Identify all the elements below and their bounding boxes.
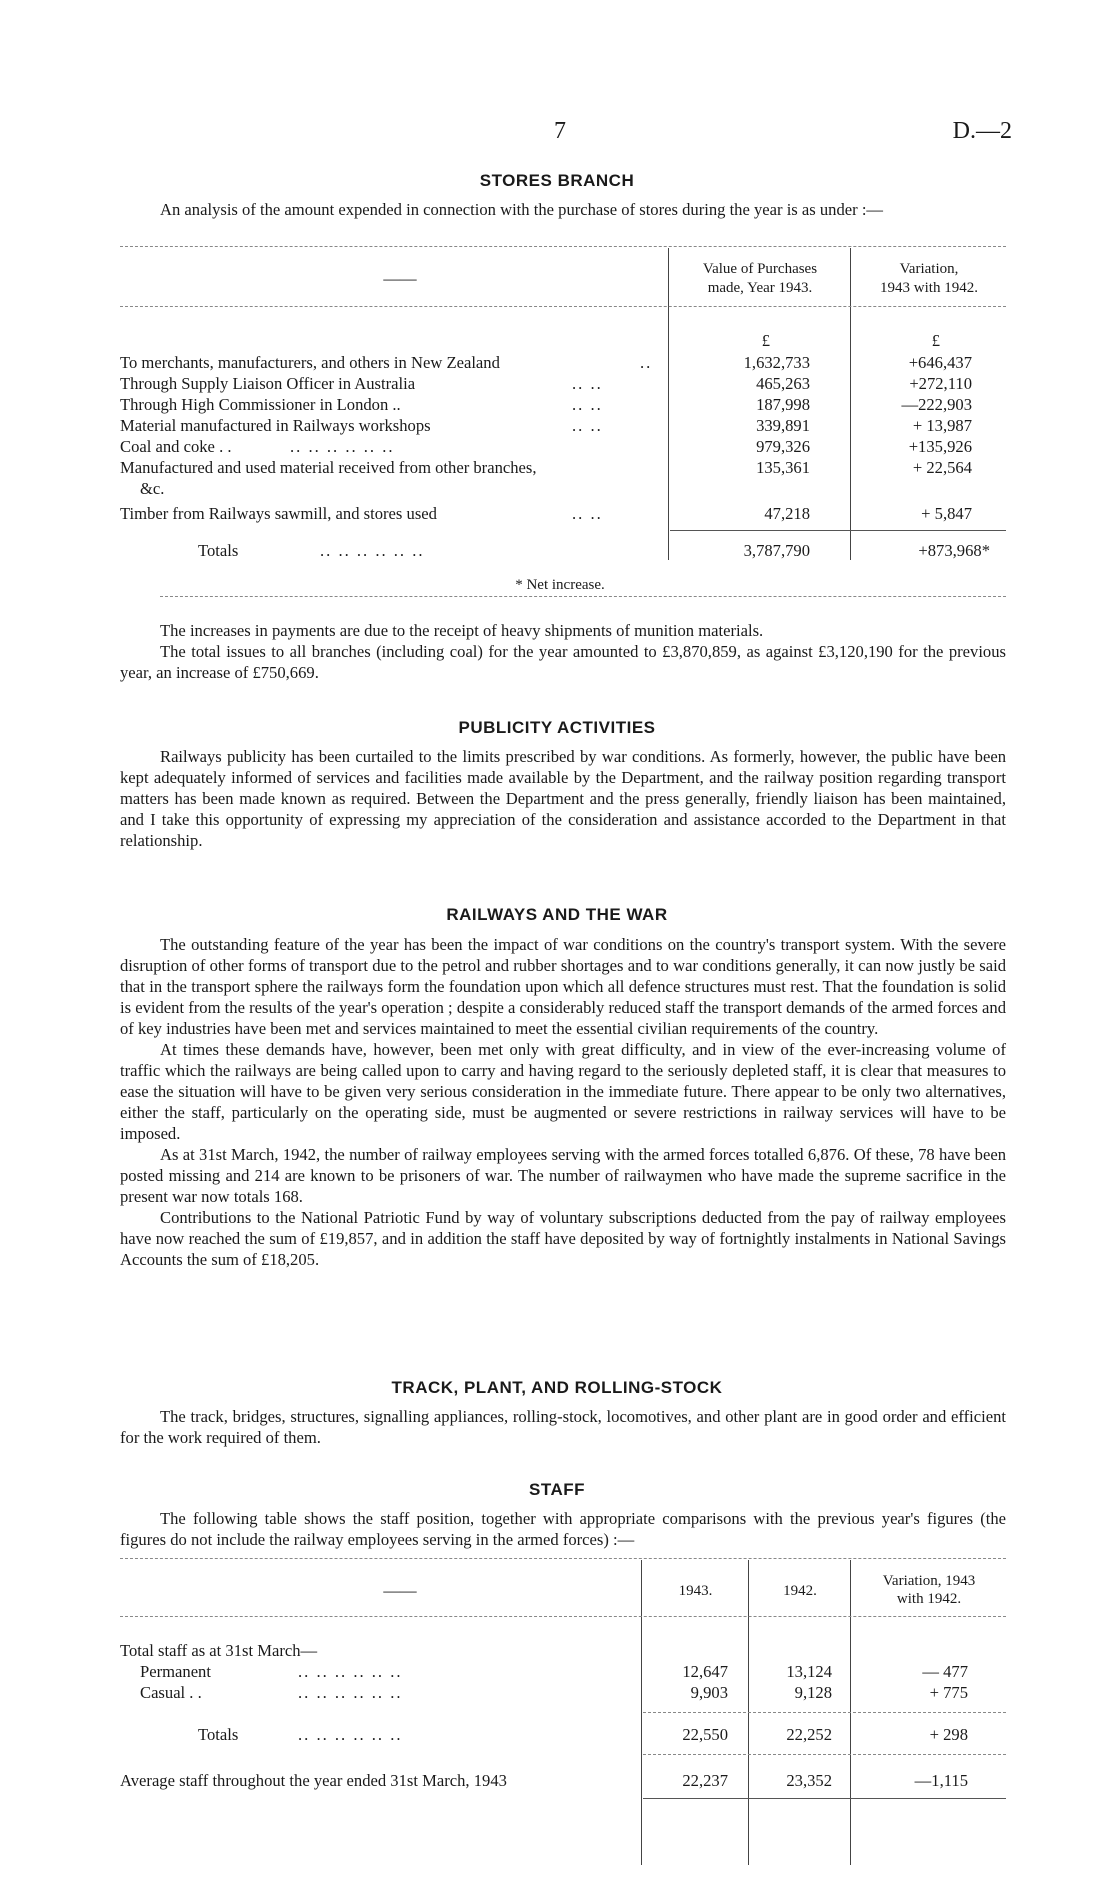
publicity-paragraph: [120, 746, 1006, 851]
variation-cell: + 13,987: [912, 416, 972, 435]
average-variation: —1,115: [914, 1771, 968, 1790]
row-label-continued: &c.: [140, 479, 165, 498]
value-1942: 13,124: [786, 1662, 832, 1681]
table-col-divider: [668, 248, 669, 560]
value-1942: 9,128: [794, 1683, 832, 1702]
variation-cell: —222,903: [901, 395, 972, 414]
column-header-value-1: Value of Purchases: [702, 261, 818, 277]
variation-cell: +272,110: [909, 374, 972, 393]
publicity-heading: PUBLICITY ACTIVITIES: [458, 718, 656, 737]
totals-rule: [670, 530, 1006, 531]
paragraph-text: At times these demands have, however, been met only with great difficulty, and in view of the ever-increasing volume of traffic which the railways are being called upon to carry and having regard to the seriously depleted staff, it is clear that measures to ease the situation will have to be given very serious consideration in the immediate future. There appear to be only two alternatives, either the staff, particularly on the operating side, must be augmented or severe restrictions in railway services will have to be imposed.: [120, 1040, 1006, 1143]
totals-variation: +873,968*: [918, 541, 990, 560]
stores-heading: STORES BRANCH: [479, 171, 635, 190]
paragraph-text: Railways publicity has been curtailed to the limits prescribed by war conditions. As formerly, however, the public have been kept adequately informed of services and facilities made available by the Department, and the railway position regarding transport matters has been made known as required. Between the Department and the press generally, friendly liaison has been maintained, and I take this opportunity of expressing my appreciation of the consideration and assistance accorded to the Department in that relationship.: [120, 747, 1006, 850]
leader-dots: .. .. .. .. .. ..: [320, 541, 425, 560]
value-cell: 465,263: [756, 374, 810, 393]
table-bottom-rule: [643, 1798, 1006, 1799]
row-label: Manufactured and used material received from other branches,: [120, 458, 537, 477]
unit-label: £: [761, 331, 770, 350]
page-number: 7: [554, 118, 566, 144]
table-top-rule: [120, 1558, 1006, 1559]
totals-label: Totals: [198, 541, 239, 560]
stores-paragraph-1: [120, 620, 1006, 641]
variation-cell: +135,926: [908, 437, 972, 456]
paragraph-text: Contributions to the National Patriotic Fund by way of voluntary subscriptions deducted from the pay of railway employees have now reached the sum of £19,857, and in addition the staff have deposited by way of fortnightly instalments in National Savings Accounts the sum of £18,205.: [120, 1208, 1006, 1269]
totals-1942: 22,252: [786, 1725, 832, 1744]
totals-bottom-rule: [643, 1754, 1006, 1755]
stores-intro: [120, 199, 1006, 220]
row-label: Permanent: [140, 1662, 211, 1681]
value-cell: 339,891: [756, 416, 810, 435]
average-1942: 23,352: [786, 1771, 832, 1790]
group-label: Total staff as at 31st March—: [120, 1641, 318, 1660]
track-heading: TRACK, PLANT, AND ROLLING-STOCK: [391, 1378, 723, 1397]
totals-1943: 22,550: [682, 1725, 728, 1744]
leader-dots: .. .. .. .. .. ..: [298, 1683, 403, 1702]
row-label: Material manufactured in Railways workshops: [120, 416, 431, 435]
column-header-1943: 1943.: [678, 1583, 713, 1599]
track-paragraph: [120, 1406, 1006, 1448]
paragraph-text: The outstanding feature of the year has been the impact of war conditions on the country's transport system. With the severe disruption of other forms of transport due to the petrol and rubber shortages and to war conditions generally, it can now justly be said that in the transport sphere the railways form the foundation upon which all defence structures must rest. That the foundation is solid is evident from the results of the year's operation ; despite a considerably reduced staff the transport demands of the armed forces and of key industries have been met and services maintained to meet the essential civilian requirements of the country.: [120, 935, 1006, 1038]
variation-cell: +646,437: [908, 353, 972, 372]
unit-label: £: [931, 331, 940, 350]
leader-dots: .. .. .. .. .. ..: [298, 1725, 403, 1744]
average-1943: 22,237: [682, 1771, 728, 1790]
leader-dots: ..: [640, 353, 653, 372]
variation-value: + 775: [929, 1683, 968, 1702]
value-cell: 47,218: [764, 504, 810, 523]
row-label: Casual . .: [140, 1683, 202, 1702]
row-label: Timber from Railways sawmill, and stores used: [120, 504, 437, 523]
table-top-rule: [120, 246, 1006, 247]
column-header-blank: ——: [383, 269, 417, 288]
row-label: Through High Commissioner in London ..: [120, 395, 401, 414]
paragraph-text: The increases in payments are due to the receipt of heavy shipments of munition materials.: [160, 621, 764, 640]
leader-dots: .. .. .. .. .. ..: [290, 437, 395, 456]
variation-cell: + 5,847: [921, 504, 972, 523]
value-cell: 979,326: [756, 437, 810, 456]
row-label: Through Supply Liaison Officer in Australia: [120, 374, 416, 393]
table-footnote: * Net increase.: [515, 577, 605, 593]
table-header-rule: [120, 306, 1006, 307]
staff-intro: [120, 1508, 1006, 1550]
paragraph-text: The following table shows the staff position, together with appropriate comparisons with the previous year's figures (the figures do not include the railway employees serving in the armed forces) :—: [120, 1509, 1006, 1549]
leader-dots: .. ..: [572, 416, 603, 435]
stores-intro-text: An analysis of the amount expended in connection with the purchase of stores during the year is as under :—: [160, 200, 884, 219]
paragraph-text: As at 31st March, 1942, the number of railway employees serving with the armed forces totalled 6,876. Of these, 78 have been posted missing and 214 are known to be prisoners of war. The number of railwaymen who have made the supreme sacrifice in the present war now totals 168.: [120, 1145, 1006, 1206]
totals-label: Totals: [198, 1725, 239, 1744]
column-header-variation-2: 1943 with 1942.: [880, 280, 978, 296]
table-header-rule: [120, 1616, 1006, 1617]
paragraph-text: The total issues to all branches (including coal) for the year amounted to £3,870,859, as against £3,120,190 for the previous year, an increase of £750,669.: [120, 642, 1006, 682]
table-col-divider: [641, 1560, 642, 1865]
column-header-variation-1: Variation, 1943: [882, 1573, 976, 1589]
value-cell: 187,998: [756, 395, 810, 414]
leader-dots: .. ..: [572, 395, 603, 414]
stores-paragraph-2: [120, 641, 1006, 683]
value-cell: 135,361: [756, 458, 810, 477]
variation-value: — 477: [922, 1662, 968, 1681]
column-header-variation-2: with 1942.: [896, 1591, 962, 1607]
column-header-value-2: made, Year 1943.: [707, 280, 813, 296]
leader-dots: .. .. .. .. .. ..: [298, 1662, 403, 1681]
document-reference: D.—2: [952, 118, 1012, 144]
war-paragraphs: [120, 934, 1006, 1270]
variation-cell: + 22,564: [912, 458, 972, 477]
value-1943: 12,647: [682, 1662, 728, 1681]
column-header-variation-1: Variation,: [899, 261, 959, 277]
leader-dots: .. ..: [572, 504, 603, 523]
value-cell: 1,632,733: [743, 353, 810, 372]
totals-value: 3,787,790: [743, 541, 810, 560]
table-bottom-rule: [160, 596, 1006, 597]
average-label: Average staff throughout the year ended 31st March, 1943: [120, 1771, 507, 1790]
staff-heading: STAFF: [528, 1480, 585, 1499]
paragraph-text: The track, bridges, structures, signalling appliances, rolling-stock, locomotives, and other plant are in good order and efficient for the work required of them.: [120, 1407, 1006, 1447]
row-label: Coal and coke . .: [120, 437, 232, 456]
column-header-blank: ——: [383, 1581, 417, 1600]
totals-variation: + 298: [929, 1725, 968, 1744]
war-heading: RAILWAYS AND THE WAR: [446, 905, 668, 924]
table-col-divider: [850, 248, 851, 560]
leader-dots: .. ..: [572, 374, 603, 393]
value-1943: 9,903: [690, 1683, 728, 1702]
column-header-1942: 1942.: [783, 1583, 817, 1599]
row-label: To merchants, manufacturers, and others in New Zealand: [120, 353, 500, 372]
totals-rule: [643, 1712, 1006, 1713]
